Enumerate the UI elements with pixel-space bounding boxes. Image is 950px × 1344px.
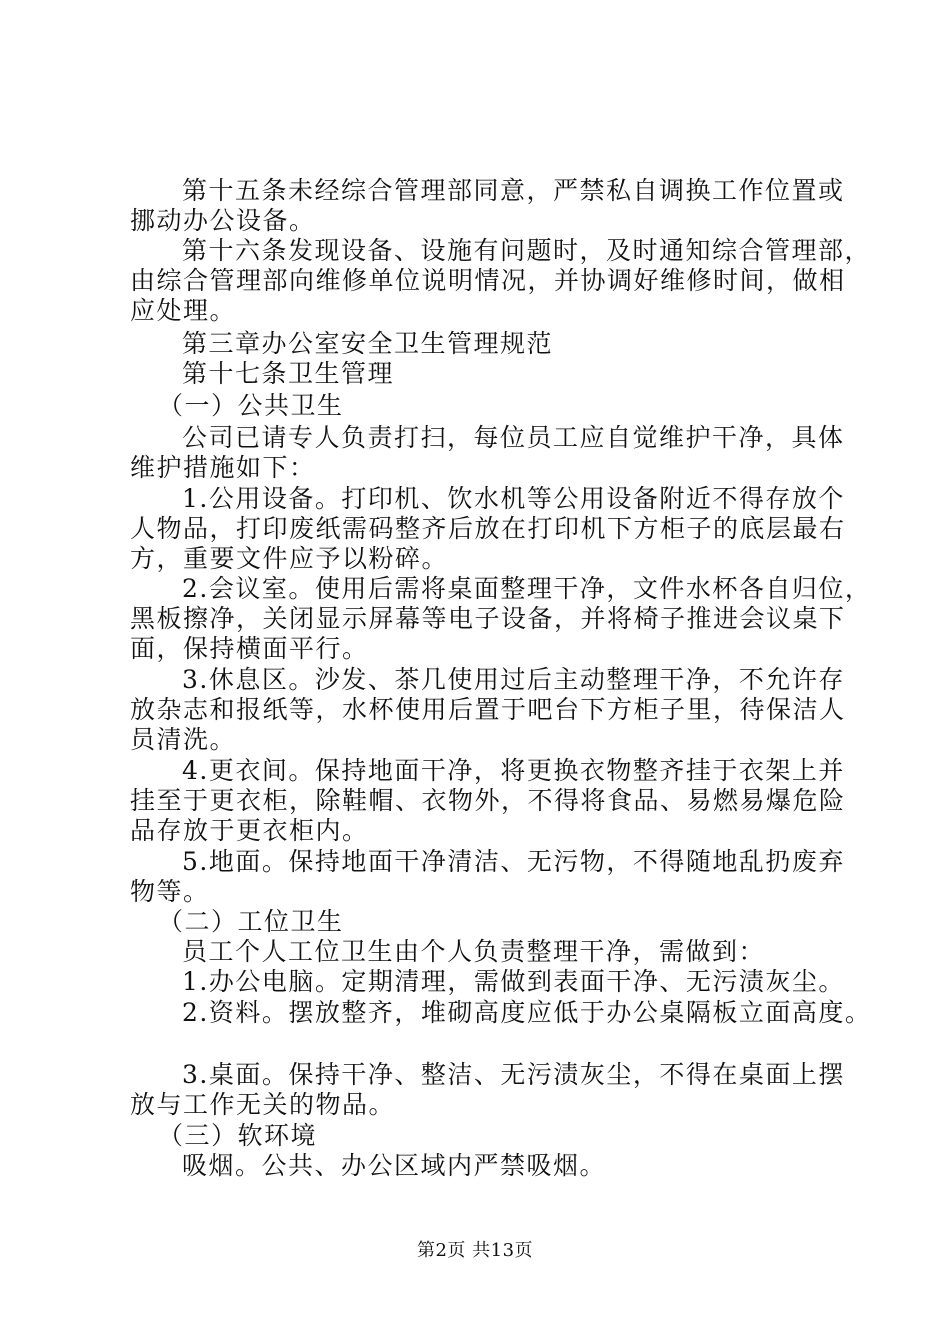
text-line: 吸烟。公共、办公区域内严禁吸烟。 xyxy=(182,1151,607,1180)
text-line: 放杂志和报纸等，水杯使用后置于吧台下方柜子里，待保洁人 xyxy=(130,695,846,724)
text-line: 员工个人工位卫生由个人负责整理干净，需做到： xyxy=(182,937,766,966)
text-line: 方，重要文件应予以粉碎。 xyxy=(130,544,449,573)
text-line: 5.地面。保持地面干净清洁、无污物，不得随地乱扔废弃 xyxy=(182,847,845,876)
text-line: 2.会议室。使用后需将桌面整理干净，文件水杯各自归位， xyxy=(182,574,872,603)
article-heading: 第十七条卫生管理 xyxy=(182,359,395,388)
text-line: 品存放于更衣柜内。 xyxy=(130,816,369,845)
text-line: 1.公用设备。打印机、饮水机等公用设备附近不得存放个 xyxy=(182,484,845,513)
text-line: 1.办公电脑。定期清理，需做到表面干净、无污渍灰尘。 xyxy=(182,967,845,996)
text-line: 挂至于更衣柜，除鞋帽、衣物外，不得将食品、易燃易爆危险 xyxy=(130,786,846,815)
text-line: 面，保持横面平行。 xyxy=(130,634,369,663)
text-line: 人物品，打印废纸需码整齐后放在打印机下方柜子的底层最右 xyxy=(130,514,846,543)
text-line: 挪动办公设备。 xyxy=(130,206,316,235)
section-heading: （一）公共卫生 xyxy=(158,391,344,420)
text-line: 放与工作无关的物品。 xyxy=(130,1090,396,1119)
text-line: 3.桌面。保持干净、整洁、无污渍灰尘，不得在桌面上摆 xyxy=(182,1060,845,1089)
section-heading: （三）软环境 xyxy=(158,1121,318,1150)
page-number: 第2页 共13页 xyxy=(416,1240,534,1261)
text-line: 3.休息区。沙发、茶几使用过后主动整理干净，不允许存 xyxy=(182,665,845,694)
text-line: 由综合管理部向维修单位说明情况，并协调好维修时间，做相 xyxy=(130,266,846,295)
text-line: 员清洗。 xyxy=(130,725,237,754)
section-heading: （二）工位卫生 xyxy=(158,907,344,936)
text-line: 维护措施如下： xyxy=(130,453,316,482)
text-line: 4.更衣间。保持地面干净，将更换衣物整齐挂于衣架上并 xyxy=(182,756,845,785)
text-line: 物等。 xyxy=(130,877,210,906)
text-line: 第十六条发现设备、设施有问题时，及时通知综合管理部， xyxy=(182,236,872,265)
text-line: 黑板擦净，关闭显示屏幕等电子设备，并将椅子推进会议桌下 xyxy=(130,604,846,633)
text-line: 应处理。 xyxy=(130,296,237,325)
text-line: 第十五条未经综合管理部同意，严禁私自调换工作位置或 xyxy=(182,176,845,205)
text-line: 2.资料。摆放整齐，堆砌高度应低于办公桌隔板立面高度。 xyxy=(182,998,872,1027)
chapter-heading: 第三章办公室安全卫生管理规范 xyxy=(182,329,554,358)
text-line: 公司已请专人负责打扫，每位员工应自觉维护干净，具体 xyxy=(182,423,845,452)
